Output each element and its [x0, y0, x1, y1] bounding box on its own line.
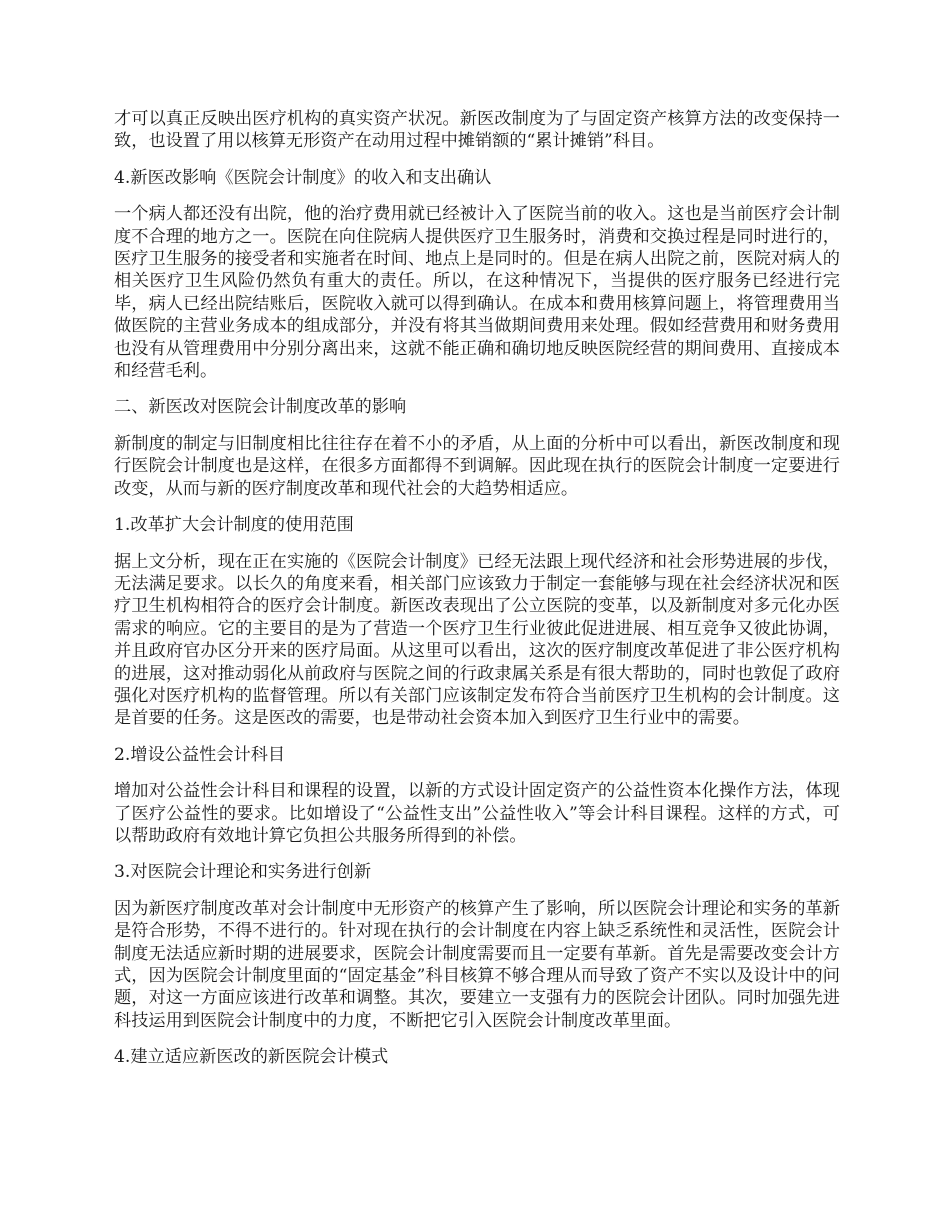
heading-new-model: 4.建立适应新医改的新医院会计模式 — [114, 1047, 389, 1068]
paragraph-innovation: 因为新医疗制度改革对会计制度中无形资产的核算产生了影响，所以医院会计理论和实务的革新是符合形势，不得不进行的。针对现在执行的会计制度在内容上缺乏系统性和灵活性，医院会计制度无法适应新时期的进展要求，医院会计制度需要而且一定要有革新。首先是需要改变会计方式，因为医院会计制度里面的“固定基金”科目核算不够合理从而导致了资产不实以及设计中的问题，对这一方面应该进行改革和调整。其次，要建立一支强有力的医院会计团队。同时加强先进科技运用到医院会计制度中的力度，不断把它引入医院会计制度改革里面。 — [114, 898, 840, 1031]
heading-public-welfare: 2.增设公益性会计科目 — [114, 744, 286, 765]
document-body — [114, 108, 840, 1069]
paragraph-system-conflict: 新制度的制定与旧制度相比往往存在着不小的矛盾，从上面的分析中可以看出，新医改制度和现行医院会计制度也是这样，在很多方面都得不到调解。因此现在执行的医院会计制度一定要进行改变，从而与新的医疗制度改革和现代社会的大趋势相适应。 — [114, 433, 840, 499]
heading-expand-scope: 1.改革扩大会计制度的使用范围 — [114, 515, 354, 536]
paragraph-income-recognition: 一个病人都还没有出院，他的治疗费用就已经被计入了医院当前的收入。这也是当前医疗会计制度不合理的地方之一。医院在向住院病人提供医疗卫生服务时，消费和交换过程是同时进行的，医疗卫生服务的接受者和实施者在时间、地点上是同时的。但是在病人出院之前，医院对病人的相关医疗卫生风险仍然负有重大的责任。所以，在这种情况下，当提供的医疗服务已经进行完毕，病人已经出院结账后，医院收入就可以得到确认。在成本和费用核算问题上，将管理费用当做医院的主营业务成本的组成部分，并没有将其当做期间费用来处理。假如经营费用和财务费用也没有从管理费用中分别分离出来，这就不能正确和确切地反映医院经营的期间费用、直接成本和经营毛利。 — [114, 204, 840, 382]
heading-innovation: 3.对医院会计理论和实务进行创新 — [114, 862, 372, 883]
paragraph-intangible-assets: 才可以真正反映出医疗机构的真实资产状况。新医改制度为了与固定资产核算方法的改变保持一致，也设置了用以核算无形资产在动用过程中摊销额的“累计摊销”科目。 — [114, 109, 840, 152]
paragraph-public-welfare: 增加对公益性会计科目和课程的设置，以新的方式设计固定资产的公益性资本化操作方法，体现了医疗公益性的要求。比如增设了“公益性支出”公益性收入”等会计科目课程。这样的方式，可以帮助政府有效地计算它负担公共服务所得到的补偿。 — [114, 781, 840, 846]
heading-section-two: 二、新医改对医院会计制度改革的影响 — [114, 397, 407, 418]
heading-income-expense: 4.新医改影响《医院会计制度》的收入和支出确认 — [114, 167, 492, 188]
paragraph-expand-scope: 据上文分析，现在正在实施的《医院会计制度》已经无法跟上现代经济和社会形势进展的步伐，无法满足要求。以长久的角度来看，相关部门应该致力于制定一套能够与现在社会经济状况和医疗卫生机构相符合的医疗会计制度。新医改表现出了公立医院的变革，以及新制度对多元化办医需求的响应。它的主要目的是为了营造一个医疗卫生行业彼此促进进展、相互竞争又彼此协调，并且政府官办区分开来的医疗局面。从这里可以看出，这次的医疗制度改革促进了非公医疗机构的进展，这对推动弱化从前政府与医院之间的行政隶属关系是有很大帮助的，同时也敦促了政府强化对医疗机构的监督管理。所以有关部门应该制定发布符合当前医疗卫生机构的会计制度。这是首要的任务。这是医改的需要，也是带动社会资本加入到医疗卫生行业中的需要。 — [114, 551, 840, 729]
